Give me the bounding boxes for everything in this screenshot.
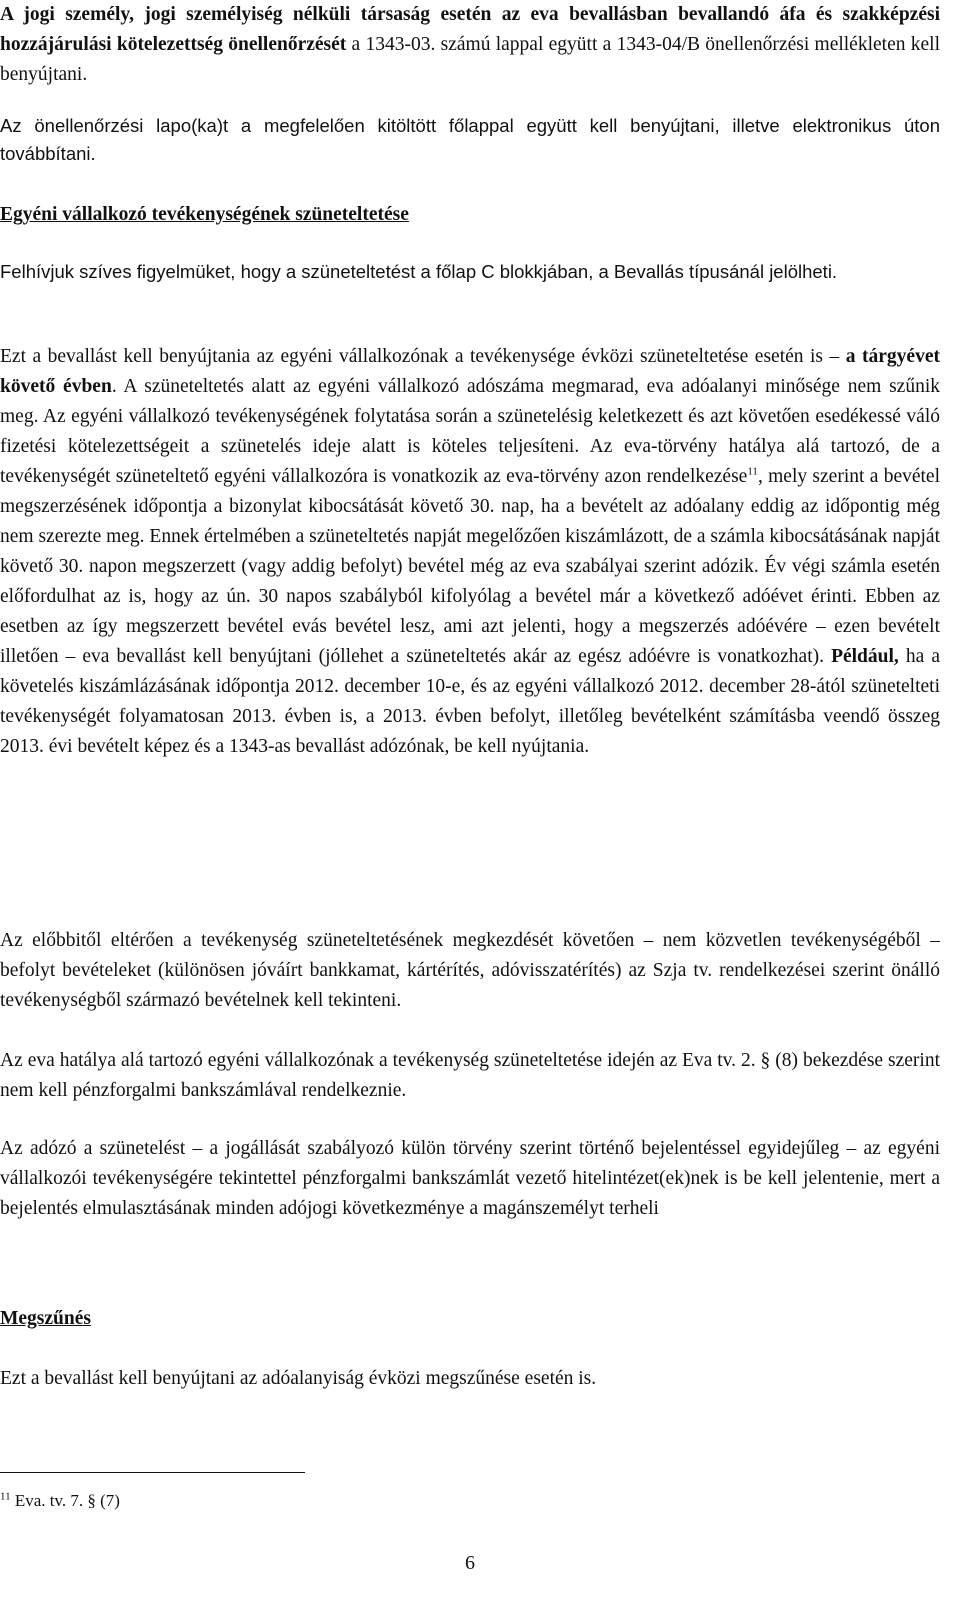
paragraph-suspension-details xyxy=(0,342,940,762)
page-number: 6 xyxy=(465,1552,475,1574)
paragraph-selfcheck: Az önellenőrzési lapo(ka)t a megfelelően kitöltött főlappal együtt kell benyújtani, illetve elektronikus úton továbbítani. xyxy=(0,115,940,164)
paragraph-notification: Az adózó a szünetelést – a jogállását szabályozó külön törvény szerint történő bejelentéssel egyidejűleg – az egyéni vállalkozói tevékenységére tekintettel pénzforgalmi bankszámlát vezető hitelintézet(ek)nek is be kell jelentenie, mert a bejelentés elmulasztásának minden adójogi következménye a magánszemélyt terheli xyxy=(0,1138,940,1219)
paragraph-bank-account: Az eva hatálya alá tartozó egyéni vállalkozónak a tevékenység szüneteltetése idején az Eva tv. 2. § (8) bekezdése szerint nem kell pénzforgalmi bankszámlával rendelkeznie. xyxy=(0,1050,940,1101)
section-heading-termination: Megszűnés xyxy=(0,1308,91,1329)
p4-text-c: , mely szerint a bevétel megszerzésének időpontja a bizonylat kibocsátását követő 30. nap, ha a bevételt az adóalany eddig az időpontig még nem szerezte meg. Ennek értelmében a szüneteltetés napját megelőzően kiszámlázott, de a számla kibocsátásának napját követő 30. napon megszerzett (vagy addig befolyt) bevétel még az eva szabályai szerint adózik. Év végi számla esetén előfordulhat az is, hogy az ún. 30 napos szabályból kifolyólag a bevétel már a következő adóévet érinti. Ebben az esetben az így megszerzett bevétel evás bevétel lesz, ami azt jelenti, hogy a megszerzés adóévére – ezen bevételt illetően – eva bevallást kell benyújtani (jóllehet a szüneteltetés akár az egész adóévre is vonatkozhat). xyxy=(0,466,940,667)
paragraph-intro-text: a 1343-03. számú lappal együtt a 1343-04/B önellenőrzési mellékleten kell benyújtani. xyxy=(0,34,940,85)
p4-text-a: Ezt a bevallást kell benyújtania az egyéni vállalkozónak a tevékenysége évközi szüneteltetése esetén is – xyxy=(0,346,846,367)
footnote-text: Eva. tv. 7. § (7) xyxy=(14,1491,120,1510)
paragraph-before-suspension: Az előbbitől eltérően a tevékenység szüneteltetésének megkezdését követően – nem közvetlen tevékenységéből – befolyt bevételeket (különösen jóváírt bankkamat, kártérítés, adóvisszatérítés) az Szja tv. rendelkezései szerint önálló tevékenységből származó bevételnek kell tekinteni. xyxy=(0,930,940,1011)
paragraph-intro xyxy=(0,0,940,90)
footnote-number: 11 xyxy=(0,1490,11,1503)
paragraph-attention: Felhívjuk szíves figyelmüket, hogy a szüneteltetést a főlap C blokkjában, a Bevallás típusánál jelölheti. xyxy=(0,261,838,282)
p4-bold: a tárgyévet követő évben xyxy=(0,346,940,397)
p4-bold-example: Például, xyxy=(831,646,899,667)
paragraph-intro-bold: A jogi személy, jogi személyiség nélküli társaság esetén az eva bevallásban bevallandó áfa és szakképzési hozzájárulási kötelezettség önellenőrzését xyxy=(0,4,940,55)
section-heading-suspension: Egyéni vállalkozó tevékenységének szüneteltetése xyxy=(0,204,409,225)
p4-text-b: . A szüneteltetés alatt az egyéni vállalkozó adószáma megmarad, eva adóalanyi minősége nem szűnik meg. Az egyéni vállalkozó tevékenységének folytatása során a szünetelésig keletkezett és azt követően esedékessé váló fizetési kötelezettségeit a szünetelés ideje alatt is köteles teljesíteni. Az eva-törvény hatálya alá tartozó, de a tevékenységét szüneteltető egyéni vállalkozóra is vonatkozik az eva-törvény azon rendelkezése xyxy=(0,376,940,487)
footnote-separator xyxy=(0,1472,305,1473)
footnote xyxy=(0,1490,120,1512)
p4-text-d: ha a követelés kiszámlázásának időpontja 2012. december 10-e, és az egyéni vállalkozó 2012. december 28-ától szünetelteti tevékenységét folyamatosan 2013. évben is, a 2013. évben befolyt, illetőleg bevételként számításba veendő összeg 2013. évi bevételt képez és a 1343-as bevallást adózónak, be kell nyújtania. xyxy=(0,646,940,757)
paragraph-termination: Ezt a bevallást kell benyújtani az adóalanyiság évközi megszűnése esetén is. xyxy=(0,1368,597,1389)
footnote-ref: 11 xyxy=(747,465,758,478)
